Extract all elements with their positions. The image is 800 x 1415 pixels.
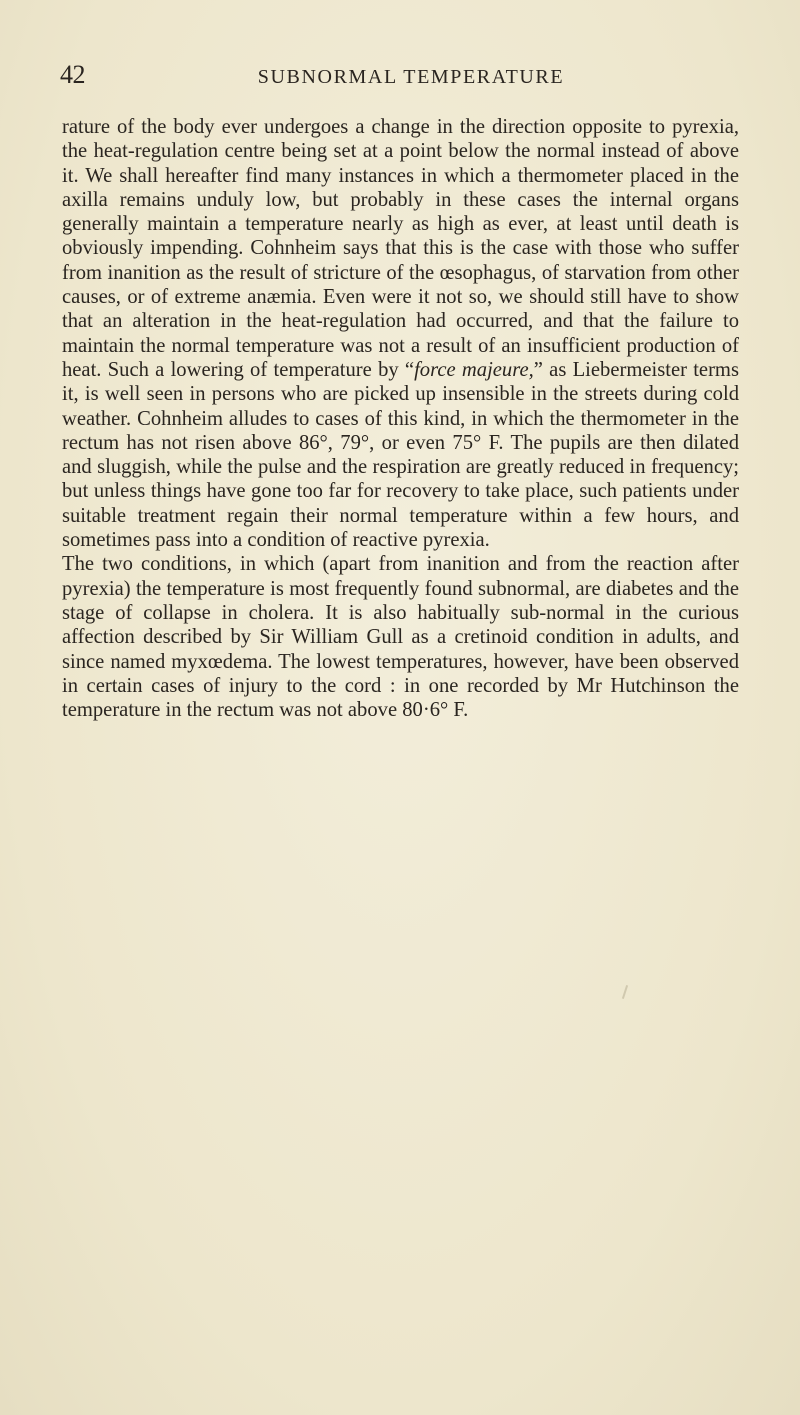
paragraph-2-text: The two conditions, in which (apart from inanition and from the reaction after pyrexia) the temperature is most frequently found subnormal, are diabetes and the stage of collapse in cholera. It is also habitually sub-normal in the curious affection described by Sir William Gull as a cretinoid condition in adults, and since named myxœdema. The lowest temperatures, however, have been observed in certain cases of injury to the cord : in one recorded by Mr Hutchinson the temperature in the rectum was not above 80·6° F.	[62, 553, 739, 722]
italic-phrase: force majeure,	[414, 358, 534, 381]
paragraph-1-text-a: rature of the body ever undergoes a change in the direction opposite to pyrexia, the heat-regulation centre being set at a point below the normal instead of above it. We shall hereafter find many instances in which a thermometer placed in the axilla remains unduly low, but probably in these cases the internal organs generally maintain a temperature nearly as high as ever, at least until death is obviously impending. Cohnheim says that this is the case with those who suffer from inanition as the result of stricture of the œsophagus, of starvation from other causes, or of extreme anæmia. Even were it not so, we should still have to show that an alteration in the heat-regulation had occurred, and that the failure to maintain the normal temperature was not a result of an insufficient production of heat. Such a lowering of temperature by “	[62, 116, 739, 381]
running-head: SUBNORMAL TEMPERATURE	[257, 66, 565, 88]
paragraph-1	[62, 115, 739, 552]
paper-speck	[622, 985, 628, 999]
page-number: 42	[60, 60, 85, 89]
paragraph-2	[62, 552, 739, 722]
page-header	[60, 58, 740, 98]
paragraph-1-text-b: ” as Liebermeister terms it, is well seen in persons who are picked up insensible in the streets during cold weather. Cohnheim alludes to cases of this kind, in which the thermometer in the rectum has not risen above 86°, 79°, or even 75° F. The pupils are then dilated and sluggish, while the pulse and the respiration are greatly reduced in frequency; but unless things have gone too far for recovery to take place, such patients under suitable treatment regain their normal temperature within a few hours, and sometimes pass into a condition of reactive pyrexia.	[62, 358, 739, 552]
body-text	[62, 115, 739, 722]
